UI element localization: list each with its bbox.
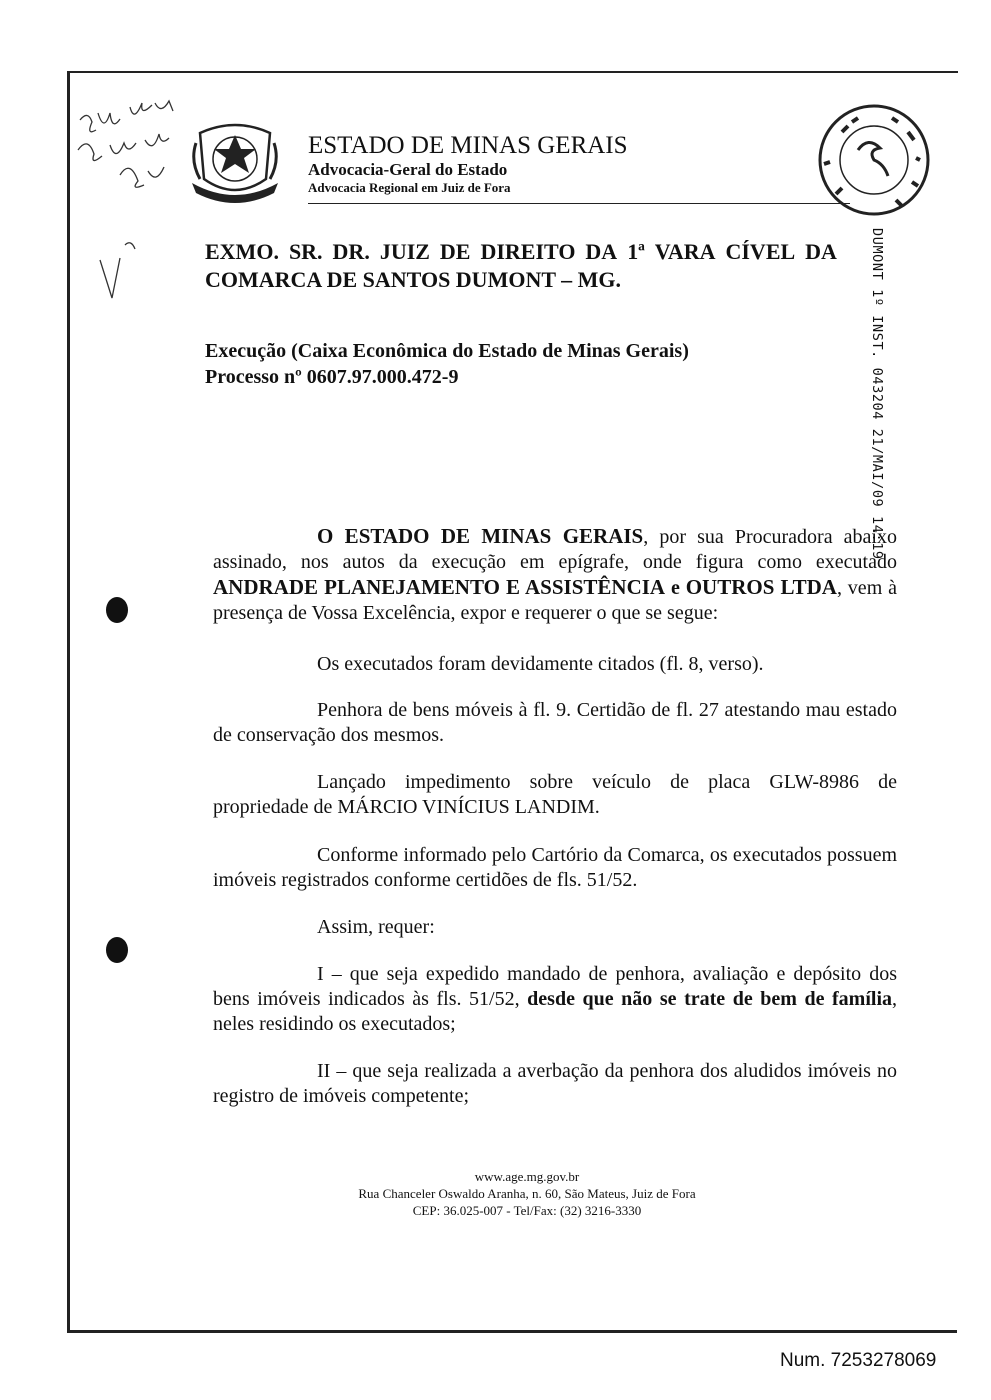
paragraph-text: Lançado impedimento sobre veículo de placa GLW-8986 de propriedade de MÁRCIO VINÍCIUS LANDIM. (213, 771, 897, 818)
addressee-word: DR. (332, 239, 370, 264)
request-item-1 (213, 962, 897, 1037)
punch-hole (106, 597, 128, 623)
request-item-2 (213, 1059, 897, 1109)
paragraph-text: , por sua Procuradora abaixo assinado, nos autos da execução em epígrafe, onde figura como executado (213, 526, 897, 573)
addressee (205, 238, 837, 294)
addressee-word: 1ª (627, 239, 645, 264)
defendant-name: ANDRADE PLANEJAMENTO E ASSISTÊNCIA (213, 575, 666, 599)
punch-hole (106, 937, 128, 963)
addressee-word: DA (585, 239, 618, 264)
addressee-word: JUIZ (379, 239, 430, 264)
addressee-word: CÍVEL (725, 239, 796, 264)
addressee-line-1 (205, 238, 837, 266)
letterhead-regional: Advocacia Regional em Juiz de Fora (308, 180, 511, 195)
paragraph-text: , neles residindo os executados; (213, 988, 897, 1035)
addressee-word: SR. (288, 239, 323, 264)
page-frame-bottom (67, 1330, 957, 1333)
paragraph-vehicle (213, 770, 897, 820)
paragraph-text: , vem à presença de Vossa Excelência, expor e requerer o que se segue: (213, 577, 897, 624)
paragraph-citation (213, 652, 897, 677)
paragraph-seizure (213, 698, 897, 748)
document-number: Num. 7253278069 (780, 1350, 937, 1371)
coat-of-arms-icon (188, 123, 282, 207)
footer-website: www.age.mg.gov.br (474, 1169, 580, 1184)
page-frame-top (68, 71, 958, 73)
protocol-stamp (869, 228, 885, 560)
paragraph-properties (213, 843, 897, 893)
letterhead-subtitle: Advocacia-Geral do Estado (308, 160, 508, 179)
paragraph-introduction (213, 524, 897, 626)
paragraph-text: Assim, requer: (317, 916, 435, 938)
letterhead-title: ESTADO DE MINAS GERAIS (308, 132, 628, 159)
handwritten-annotation (70, 95, 190, 315)
addressee-word: DE (439, 239, 471, 264)
addressee-word: DIREITO (480, 239, 576, 264)
court-seal-stamp (812, 102, 932, 220)
case-reference (205, 338, 689, 390)
paragraph-text: Os executados foram devidamente citados (fl. 8, verso). (317, 653, 764, 675)
paragraph-text: Penhora de bens móveis à fl. 9. Certidão de fl. 27 atestando mau estado de conservação dos mesmos. (213, 699, 897, 746)
letterhead-rule (308, 203, 850, 204)
defendant-others: OUTROS LTDA (685, 575, 837, 599)
paragraph-text: II – que seja realizada a averbação da penhora dos aludidos imóveis no registro de imóveis competente; (213, 1060, 897, 1107)
emphasis-text: desde que não se trate de bem de família (527, 988, 892, 1010)
protocol-stamp-text: DUMONT 1º INST. 043204 21/MAI/09 14:19 (869, 228, 885, 560)
footer (300, 1168, 754, 1219)
addressee-word: VARA (654, 239, 716, 264)
paragraph-text: Conforme informado pelo Cartório da Comarca, os executados possuem imóveis registrados conforme certidões de fls. 51/52. (213, 844, 897, 891)
conjunction: e (665, 577, 686, 599)
party-name: O ESTADO DE MINAS GERAIS (317, 524, 644, 548)
addressee-line-2: COMARCA DE SANTOS DUMONT – MG. (205, 267, 621, 292)
addressee-word: DA (805, 239, 837, 264)
footer-contact: CEP: 36.025-007 - Tel/Fax: (32) 3216-3330 (412, 1203, 642, 1218)
paragraph-request-intro (213, 915, 897, 940)
letterhead (308, 132, 628, 196)
paragraph-text: I – que seja expedido mandado de penhora, avaliação e depósito dos bens imóveis indicados às fls. 51/52, (213, 963, 897, 1010)
addressee-word: EXMO. (205, 239, 279, 264)
case-action: Execução (Caixa Econômica do Estado de Minas Gerais) (205, 340, 689, 362)
footer-address: Rua Chanceler Oswaldo Aranha, n. 60, São Mateus, Juiz de Fora (358, 1186, 696, 1201)
case-process-number: Processo nº 0607.97.000.472-9 (205, 366, 459, 388)
